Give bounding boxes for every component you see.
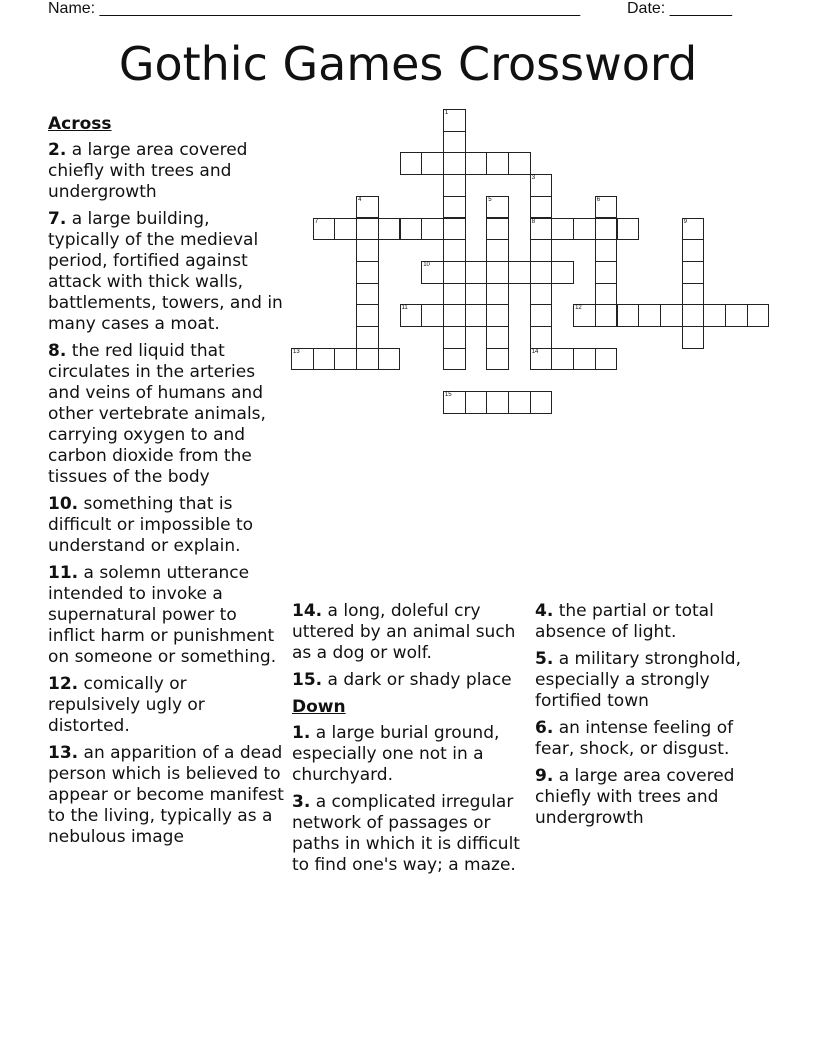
grid-cell[interactable]: [595, 283, 618, 306]
date-line: _______: [669, 0, 732, 17]
grid-cell[interactable]: [443, 131, 466, 154]
grid-cell[interactable]: [334, 348, 357, 371]
grid-cell[interactable]: [486, 348, 509, 371]
clue-across-8: 8. the red liquid that circulates in the arteries and veins of humans and other vertebrate animals, carrying oxygen to and carbon dioxide from the tissues of the body: [48, 341, 266, 487]
clue-down-6: 6. an intense feeling of fear, shock, or disgust.: [535, 718, 734, 759]
cell-number: 1: [444, 110, 449, 116]
grid-cell[interactable]: [638, 304, 661, 327]
name-label: Name:: [48, 0, 96, 17]
grid-cell[interactable]: [356, 261, 379, 284]
name-field: [48, 0, 580, 18]
clue-across-7: 7. a large building, typically of the medieval period, fortified against attack with thick walls, battlements, towers, and in many cases a moat.: [48, 209, 283, 334]
grid-cell[interactable]: [595, 239, 618, 262]
grid-cell[interactable]: [530, 196, 553, 219]
grid-cell[interactable]: [530, 261, 553, 284]
grid-cell[interactable]: [530, 218, 553, 241]
cell-number: 6: [596, 196, 601, 203]
grid-cell[interactable]: [703, 304, 726, 327]
grid-cell[interactable]: [443, 391, 466, 414]
grid-cell[interactable]: [530, 174, 553, 197]
grid-cell[interactable]: [443, 218, 466, 241]
cell-number: 5: [488, 196, 492, 203]
grid-cell[interactable]: [595, 348, 618, 371]
grid-cell[interactable]: [486, 261, 509, 284]
grid-cell[interactable]: [356, 196, 379, 219]
cell-number: 7: [314, 218, 319, 225]
grid-cell[interactable]: [421, 218, 444, 241]
grid-cell[interactable]: [443, 261, 466, 284]
cell-number: 12: [575, 305, 582, 312]
grid-cell[interactable]: [465, 304, 488, 327]
cell-number: 15: [444, 392, 452, 399]
cell-number: 10: [423, 261, 430, 268]
grid-cell[interactable]: [595, 196, 618, 219]
clue-across-15: 15. a dark or shady place: [292, 670, 512, 690]
grid-cell[interactable]: [443, 196, 466, 219]
grid-cell[interactable]: [356, 218, 379, 241]
clue-across-12: 12. comically or repulsively ugly or distorted.: [48, 674, 205, 736]
clue-down-3: 3. a complicated irregular network of passages or paths in which it is difficult to find one's way; a maze.: [292, 792, 520, 875]
grid-cell[interactable]: [356, 304, 379, 327]
clue-column-2: [292, 601, 520, 882]
grid-cell[interactable]: [356, 348, 379, 371]
grid-cell[interactable]: [313, 218, 336, 241]
grid-cell[interactable]: [400, 218, 423, 241]
clue-down-4: 4. the partial or total absence of light.: [535, 601, 714, 642]
grid-cell[interactable]: [421, 152, 444, 175]
grid-cell[interactable]: [530, 326, 553, 349]
grid-cell[interactable]: [508, 391, 531, 414]
grid-cell[interactable]: [486, 326, 509, 349]
grid-cell[interactable]: [486, 218, 509, 241]
grid-cell[interactable]: [530, 304, 553, 327]
clue-across-10: 10. something that is difficult or impossible to understand or explain.: [48, 494, 254, 556]
grid-cell[interactable]: [356, 239, 379, 262]
grid-cell[interactable]: [443, 239, 466, 262]
grid-cell[interactable]: [400, 152, 423, 175]
cell-number: 9: [683, 218, 687, 225]
clue-down-9: 9. a large area covered chiefly with trees and undergrowth: [535, 766, 735, 828]
grid-cell[interactable]: [747, 304, 770, 327]
grid-cell[interactable]: [682, 326, 705, 349]
grid-cell[interactable]: [465, 391, 488, 414]
grid-cell[interactable]: [378, 348, 401, 371]
grid-cell[interactable]: [443, 304, 466, 327]
grid-cell[interactable]: [443, 174, 466, 197]
clue-across-11: 11. a solemn utterance intended to invoke a supernatural power to inflict harm or punishment on someone or something.: [48, 563, 277, 667]
grid-cell[interactable]: [313, 348, 336, 371]
grid-cell[interactable]: [508, 261, 531, 284]
grid-cell[interactable]: [595, 261, 618, 284]
grid-cell[interactable]: [486, 152, 509, 175]
cell-number: 3: [531, 175, 536, 182]
grid-cell[interactable]: [530, 239, 553, 262]
grid-cell[interactable]: [551, 218, 574, 241]
grid-cell[interactable]: [486, 196, 509, 219]
cell-number: 8: [531, 218, 536, 225]
cell-number: 11: [401, 305, 408, 312]
grid-cell[interactable]: [530, 348, 553, 371]
grid-cell[interactable]: [443, 152, 466, 175]
grid-cell[interactable]: [682, 261, 705, 284]
grid-cell[interactable]: [486, 391, 509, 414]
grid-cell[interactable]: [378, 218, 401, 241]
clue-down-1: 1. a large burial ground, especially one not in a churchyard.: [292, 723, 500, 785]
down-heading: Down: [292, 697, 346, 717]
grid-cell[interactable]: [617, 304, 640, 327]
grid-cell[interactable]: [573, 218, 596, 241]
clue-across-13: 13. an apparition of a dead person which is believed to appear or become manifest to the living, typically as a nebulous image: [48, 743, 284, 847]
grid-cell[interactable]: [530, 391, 553, 414]
grid-cell[interactable]: [356, 326, 379, 349]
clue-down-5: 5. a military stronghold, especially a strongly fortified town: [535, 649, 741, 711]
grid-cell[interactable]: [356, 283, 379, 306]
cell-number: 13: [293, 348, 300, 355]
grid-cell[interactable]: [443, 283, 466, 306]
date-field: [627, 0, 732, 18]
grid-cell[interactable]: [421, 261, 444, 284]
grid-cell[interactable]: [725, 304, 748, 327]
grid-cell[interactable]: [443, 326, 466, 349]
grid-cell[interactable]: [530, 283, 553, 306]
date-label: Date:: [627, 0, 666, 17]
grid-cell[interactable]: [573, 348, 596, 371]
grid-cell[interactable]: [486, 304, 509, 327]
grid-cell[interactable]: [400, 304, 423, 327]
grid-cell[interactable]: [660, 304, 683, 327]
cell-number: 4: [358, 196, 362, 203]
grid-cell[interactable]: [573, 304, 596, 327]
grid-cell[interactable]: [291, 348, 314, 371]
grid-cell[interactable]: [421, 304, 444, 327]
clue-column-3: [535, 601, 771, 835]
grid-cell[interactable]: [334, 218, 357, 241]
clue-column-1: [48, 114, 284, 854]
across-heading: Across: [48, 114, 112, 134]
grid-cell[interactable]: [486, 239, 509, 262]
grid-cell[interactable]: [465, 261, 488, 284]
grid-cell[interactable]: [551, 261, 574, 284]
grid-cell[interactable]: [465, 152, 488, 175]
grid-cell[interactable]: [508, 152, 531, 175]
grid-cell[interactable]: [551, 348, 574, 371]
grid-cell[interactable]: [443, 348, 466, 371]
grid-cell[interactable]: [443, 109, 466, 132]
grid-cell[interactable]: [486, 283, 509, 306]
grid-cell[interactable]: [682, 304, 705, 327]
grid-cell[interactable]: [595, 218, 618, 241]
clue-across-14: 14. a long, doleful cry uttered by an animal such as a dog or wolf.: [292, 601, 516, 663]
cell-number: 14: [531, 348, 539, 355]
grid-cell[interactable]: [682, 283, 705, 306]
grid-cell[interactable]: [617, 218, 640, 241]
grid-cell[interactable]: [682, 239, 705, 262]
grid-cell[interactable]: [682, 218, 705, 241]
grid-cell[interactable]: [595, 304, 618, 327]
clue-across-2: 2. a large area covered chiefly with trees and undergrowth: [48, 140, 248, 202]
page-title: Gothic Games Crossword: [118, 37, 698, 91]
name-line: ______________________________________________________: [99, 0, 581, 17]
